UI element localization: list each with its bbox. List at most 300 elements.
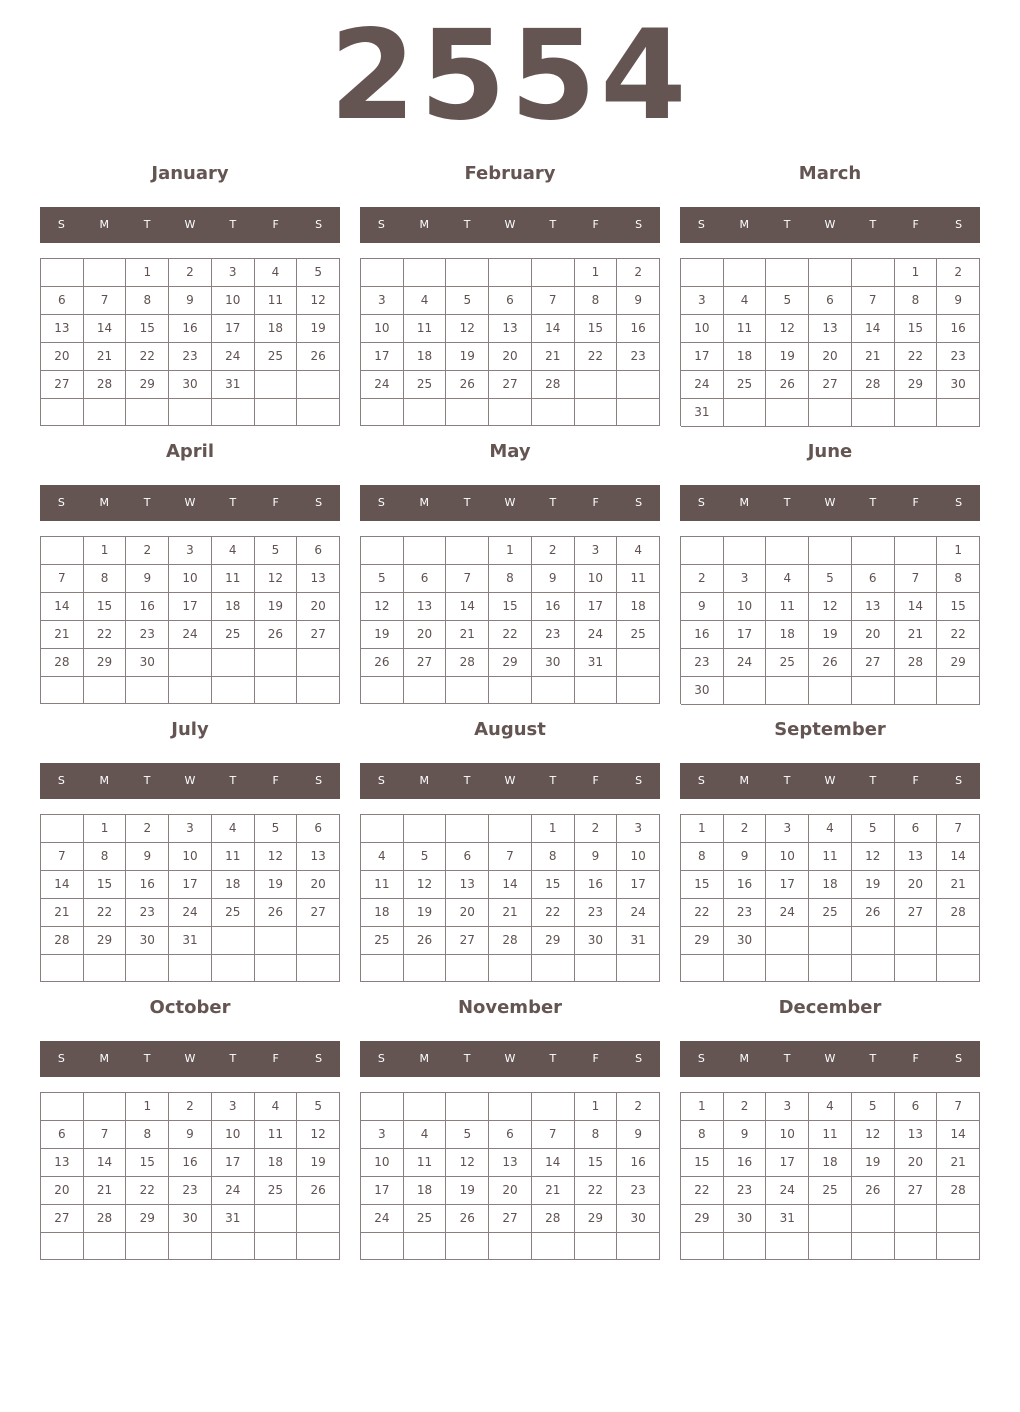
day-cell bbox=[937, 955, 980, 982]
day-cell: 8 bbox=[84, 843, 127, 871]
day-cell: 10 bbox=[617, 843, 660, 871]
weekday-label: F bbox=[912, 774, 919, 787]
weekday-label: T bbox=[549, 774, 557, 787]
weekday-label: S bbox=[377, 774, 385, 787]
day-cell: 5 bbox=[404, 843, 447, 871]
day-cell bbox=[255, 399, 298, 426]
weekday-header bbox=[40, 485, 340, 521]
day-cell bbox=[361, 399, 404, 426]
day-cell: 20 bbox=[404, 621, 447, 649]
day-cell: 9 bbox=[681, 593, 724, 621]
day-cell: 18 bbox=[361, 899, 404, 927]
month-june bbox=[680, 438, 980, 716]
day-cell: 8 bbox=[895, 287, 938, 315]
weekday-header bbox=[360, 485, 660, 521]
day-cell: 31 bbox=[169, 927, 212, 955]
day-cell: 29 bbox=[84, 649, 127, 677]
day-cell bbox=[361, 955, 404, 982]
day-cell: 1 bbox=[681, 815, 724, 843]
day-cell bbox=[84, 399, 127, 426]
weekday-header bbox=[40, 1041, 340, 1077]
day-cell: 15 bbox=[681, 1149, 724, 1177]
day-cell bbox=[84, 259, 127, 287]
day-cell: 2 bbox=[681, 565, 724, 593]
day-cell: 20 bbox=[895, 1149, 938, 1177]
day-cell bbox=[404, 1093, 447, 1121]
day-cell: 15 bbox=[937, 593, 980, 621]
day-cell: 24 bbox=[212, 1177, 255, 1205]
weekday-label: W bbox=[184, 496, 196, 509]
day-cell bbox=[937, 677, 980, 705]
day-cell bbox=[446, 259, 489, 287]
day-cell: 24 bbox=[766, 899, 809, 927]
day-cell: 26 bbox=[852, 899, 895, 927]
day-cell: 11 bbox=[404, 1149, 447, 1177]
day-cell bbox=[297, 677, 340, 704]
day-cell: 22 bbox=[895, 343, 938, 371]
day-cell bbox=[404, 1233, 447, 1260]
day-cell: 22 bbox=[681, 1177, 724, 1205]
weekday-label: T bbox=[143, 218, 151, 231]
day-cell: 21 bbox=[532, 1177, 575, 1205]
day-cell: 6 bbox=[852, 565, 895, 593]
day-cell: 28 bbox=[937, 1177, 980, 1205]
month-name: July bbox=[171, 719, 209, 740]
day-cell bbox=[532, 1233, 575, 1260]
day-cell: 11 bbox=[404, 315, 447, 343]
weekday-label: T bbox=[549, 218, 557, 231]
weekday-header bbox=[680, 1041, 980, 1077]
day-cell: 24 bbox=[169, 621, 212, 649]
day-cell: 11 bbox=[809, 843, 852, 871]
day-cell: 29 bbox=[126, 371, 169, 399]
day-cell: 4 bbox=[809, 815, 852, 843]
day-cell: 29 bbox=[937, 649, 980, 677]
day-cell: 18 bbox=[212, 871, 255, 899]
day-cell: 12 bbox=[255, 565, 298, 593]
day-cell: 22 bbox=[489, 621, 532, 649]
day-cell bbox=[297, 955, 340, 982]
day-cell bbox=[532, 399, 575, 426]
day-cell: 3 bbox=[361, 287, 404, 315]
day-cell: 21 bbox=[489, 899, 532, 927]
day-cell: 2 bbox=[575, 815, 618, 843]
day-cell: 15 bbox=[489, 593, 532, 621]
day-cell: 19 bbox=[255, 871, 298, 899]
weekday-label: T bbox=[229, 218, 237, 231]
day-cell: 17 bbox=[361, 343, 404, 371]
weekday-label: S bbox=[635, 496, 643, 509]
day-cell bbox=[446, 815, 489, 843]
day-cell: 24 bbox=[681, 371, 724, 399]
day-cell: 27 bbox=[41, 371, 84, 399]
day-cell bbox=[126, 677, 169, 704]
day-cell: 15 bbox=[575, 315, 618, 343]
day-cell: 8 bbox=[575, 1121, 618, 1149]
day-cell: 7 bbox=[446, 565, 489, 593]
day-cell bbox=[852, 1205, 895, 1233]
day-cell: 29 bbox=[681, 1205, 724, 1233]
day-cell: 27 bbox=[809, 371, 852, 399]
day-cell: 25 bbox=[724, 371, 767, 399]
day-cell: 30 bbox=[617, 1205, 660, 1233]
day-cell: 6 bbox=[41, 1121, 84, 1149]
day-cell bbox=[41, 815, 84, 843]
day-cell bbox=[446, 1093, 489, 1121]
day-cell: 22 bbox=[532, 899, 575, 927]
day-cell bbox=[41, 399, 84, 426]
day-cell: 2 bbox=[126, 537, 169, 565]
day-cell: 8 bbox=[681, 1121, 724, 1149]
day-cell bbox=[895, 955, 938, 982]
weekday-label: S bbox=[635, 1052, 643, 1065]
day-cell: 27 bbox=[895, 899, 938, 927]
day-cell bbox=[532, 677, 575, 704]
day-cell: 23 bbox=[617, 343, 660, 371]
weekday-label: S bbox=[377, 218, 385, 231]
months-grid bbox=[40, 160, 980, 1272]
day-cell bbox=[361, 1233, 404, 1260]
day-cell bbox=[404, 955, 447, 982]
day-cell: 22 bbox=[126, 1177, 169, 1205]
weekday-label: T bbox=[463, 1052, 471, 1065]
day-cell: 6 bbox=[895, 1093, 938, 1121]
day-cell: 29 bbox=[489, 649, 532, 677]
weekday-label: M bbox=[739, 1052, 750, 1065]
day-cell: 28 bbox=[532, 371, 575, 399]
day-cell: 27 bbox=[404, 649, 447, 677]
day-cell: 29 bbox=[895, 371, 938, 399]
day-cell: 18 bbox=[255, 315, 298, 343]
day-cell bbox=[766, 955, 809, 982]
day-cell: 24 bbox=[766, 1177, 809, 1205]
day-cell: 31 bbox=[617, 927, 660, 955]
day-cell bbox=[852, 259, 895, 287]
day-cell: 1 bbox=[937, 537, 980, 565]
day-cell: 4 bbox=[212, 815, 255, 843]
day-cell: 4 bbox=[361, 843, 404, 871]
day-cell: 3 bbox=[575, 537, 618, 565]
day-cell: 4 bbox=[724, 287, 767, 315]
day-cell bbox=[489, 1233, 532, 1260]
day-cell bbox=[724, 1233, 767, 1260]
day-cell bbox=[681, 259, 724, 287]
day-cell bbox=[809, 537, 852, 565]
day-cell bbox=[617, 1233, 660, 1260]
day-cell: 5 bbox=[361, 565, 404, 593]
year-title: 2554 bbox=[329, 4, 691, 148]
day-cell bbox=[895, 537, 938, 565]
day-cell: 6 bbox=[489, 287, 532, 315]
day-cell bbox=[852, 1233, 895, 1260]
day-cell: 9 bbox=[724, 843, 767, 871]
weekday-label: T bbox=[143, 496, 151, 509]
day-cell: 5 bbox=[809, 565, 852, 593]
day-cell: 2 bbox=[169, 1093, 212, 1121]
day-cell: 20 bbox=[297, 593, 340, 621]
day-cell: 29 bbox=[126, 1205, 169, 1233]
day-cell: 31 bbox=[212, 1205, 255, 1233]
day-grid bbox=[40, 1092, 340, 1260]
day-cell: 26 bbox=[255, 621, 298, 649]
day-cell: 16 bbox=[532, 593, 575, 621]
day-cell bbox=[255, 677, 298, 704]
day-cell: 29 bbox=[84, 927, 127, 955]
day-cell: 25 bbox=[809, 1177, 852, 1205]
weekday-label: F bbox=[912, 496, 919, 509]
day-cell: 16 bbox=[126, 871, 169, 899]
day-cell: 18 bbox=[255, 1149, 298, 1177]
day-cell: 12 bbox=[297, 1121, 340, 1149]
day-cell: 16 bbox=[169, 315, 212, 343]
day-cell: 18 bbox=[617, 593, 660, 621]
day-cell: 12 bbox=[809, 593, 852, 621]
day-cell: 30 bbox=[169, 371, 212, 399]
day-cell: 16 bbox=[937, 315, 980, 343]
day-cell bbox=[895, 1205, 938, 1233]
weekday-label: M bbox=[739, 496, 750, 509]
day-cell: 30 bbox=[126, 649, 169, 677]
weekday-label: F bbox=[592, 496, 599, 509]
day-cell: 30 bbox=[575, 927, 618, 955]
weekday-header bbox=[680, 485, 980, 521]
day-cell: 1 bbox=[84, 537, 127, 565]
day-cell: 13 bbox=[446, 871, 489, 899]
weekday-label: S bbox=[635, 218, 643, 231]
weekday-label: W bbox=[184, 218, 196, 231]
weekday-label: S bbox=[315, 496, 323, 509]
day-cell: 5 bbox=[297, 1093, 340, 1121]
day-cell: 19 bbox=[852, 1149, 895, 1177]
day-cell: 27 bbox=[489, 371, 532, 399]
month-january bbox=[40, 160, 340, 438]
month-march bbox=[680, 160, 980, 438]
day-cell: 24 bbox=[212, 343, 255, 371]
day-cell bbox=[169, 649, 212, 677]
day-cell: 7 bbox=[532, 287, 575, 315]
day-cell: 5 bbox=[255, 815, 298, 843]
day-cell bbox=[361, 537, 404, 565]
day-grid bbox=[40, 536, 340, 704]
day-cell bbox=[297, 399, 340, 426]
weekday-label: F bbox=[912, 1052, 919, 1065]
day-cell: 14 bbox=[446, 593, 489, 621]
day-grid bbox=[360, 1092, 660, 1260]
day-cell: 13 bbox=[297, 843, 340, 871]
weekday-label: W bbox=[824, 496, 836, 509]
day-cell: 9 bbox=[575, 843, 618, 871]
day-cell: 13 bbox=[852, 593, 895, 621]
day-cell: 30 bbox=[532, 649, 575, 677]
day-cell: 8 bbox=[532, 843, 575, 871]
day-cell: 10 bbox=[212, 1121, 255, 1149]
weekday-label: W bbox=[504, 774, 516, 787]
day-cell: 14 bbox=[41, 593, 84, 621]
day-cell: 27 bbox=[41, 1205, 84, 1233]
day-cell bbox=[809, 927, 852, 955]
day-cell: 30 bbox=[724, 927, 767, 955]
day-cell bbox=[212, 1233, 255, 1260]
weekday-label: F bbox=[592, 218, 599, 231]
day-cell: 25 bbox=[809, 899, 852, 927]
day-cell bbox=[766, 1233, 809, 1260]
day-cell bbox=[724, 677, 767, 705]
day-cell bbox=[681, 537, 724, 565]
day-cell bbox=[404, 815, 447, 843]
day-cell: 19 bbox=[255, 593, 298, 621]
day-cell: 1 bbox=[489, 537, 532, 565]
day-cell bbox=[212, 955, 255, 982]
day-cell bbox=[255, 955, 298, 982]
weekday-label: T bbox=[549, 1052, 557, 1065]
day-cell: 5 bbox=[766, 287, 809, 315]
day-cell bbox=[169, 677, 212, 704]
day-cell: 14 bbox=[84, 1149, 127, 1177]
day-cell: 3 bbox=[212, 1093, 255, 1121]
day-cell bbox=[404, 677, 447, 704]
day-cell: 31 bbox=[766, 1205, 809, 1233]
weekday-label: F bbox=[272, 218, 279, 231]
day-cell: 6 bbox=[489, 1121, 532, 1149]
weekday-label: T bbox=[869, 496, 877, 509]
day-cell: 5 bbox=[297, 259, 340, 287]
day-cell: 25 bbox=[212, 621, 255, 649]
day-cell: 22 bbox=[575, 343, 618, 371]
day-cell bbox=[895, 927, 938, 955]
weekday-label: W bbox=[824, 218, 836, 231]
day-cell: 6 bbox=[404, 565, 447, 593]
day-cell: 6 bbox=[895, 815, 938, 843]
day-cell: 17 bbox=[169, 871, 212, 899]
day-cell bbox=[895, 677, 938, 705]
month-name: March bbox=[798, 163, 862, 184]
day-cell: 19 bbox=[404, 899, 447, 927]
day-cell: 12 bbox=[766, 315, 809, 343]
day-cell bbox=[41, 537, 84, 565]
day-cell: 28 bbox=[41, 649, 84, 677]
day-cell: 20 bbox=[446, 899, 489, 927]
day-cell bbox=[809, 955, 852, 982]
day-cell: 26 bbox=[446, 371, 489, 399]
day-cell: 27 bbox=[297, 899, 340, 927]
day-grid bbox=[40, 814, 340, 982]
day-cell: 17 bbox=[575, 593, 618, 621]
day-cell: 30 bbox=[169, 1205, 212, 1233]
day-cell: 10 bbox=[575, 565, 618, 593]
day-cell: 8 bbox=[126, 287, 169, 315]
day-cell: 11 bbox=[766, 593, 809, 621]
day-cell: 10 bbox=[169, 843, 212, 871]
day-cell: 3 bbox=[169, 815, 212, 843]
day-grid bbox=[360, 814, 660, 982]
weekday-header bbox=[40, 207, 340, 243]
day-cell: 4 bbox=[255, 1093, 298, 1121]
weekday-label: S bbox=[697, 1052, 705, 1065]
day-cell bbox=[937, 1233, 980, 1260]
day-cell bbox=[297, 371, 340, 399]
day-cell: 8 bbox=[575, 287, 618, 315]
day-cell: 7 bbox=[84, 287, 127, 315]
weekday-label: W bbox=[824, 774, 836, 787]
day-cell: 26 bbox=[446, 1205, 489, 1233]
day-cell bbox=[297, 927, 340, 955]
day-cell: 17 bbox=[212, 1149, 255, 1177]
day-cell: 9 bbox=[617, 1121, 660, 1149]
day-cell bbox=[724, 399, 767, 427]
day-cell bbox=[617, 371, 660, 399]
weekday-label: S bbox=[57, 1052, 65, 1065]
day-cell bbox=[446, 399, 489, 426]
month-december bbox=[680, 994, 980, 1272]
day-cell: 20 bbox=[809, 343, 852, 371]
day-cell bbox=[895, 399, 938, 427]
day-cell: 20 bbox=[297, 871, 340, 899]
day-cell: 26 bbox=[766, 371, 809, 399]
day-cell: 23 bbox=[169, 1177, 212, 1205]
day-cell: 25 bbox=[404, 371, 447, 399]
weekday-header bbox=[680, 763, 980, 799]
day-cell: 11 bbox=[212, 565, 255, 593]
day-cell: 18 bbox=[404, 343, 447, 371]
day-cell: 22 bbox=[126, 343, 169, 371]
day-cell: 17 bbox=[766, 871, 809, 899]
day-cell bbox=[126, 955, 169, 982]
day-cell: 1 bbox=[126, 259, 169, 287]
day-cell bbox=[681, 1233, 724, 1260]
weekday-label: F bbox=[912, 218, 919, 231]
day-cell bbox=[809, 677, 852, 705]
day-cell: 13 bbox=[809, 315, 852, 343]
day-cell bbox=[617, 677, 660, 704]
month-october bbox=[40, 994, 340, 1272]
weekday-label: T bbox=[143, 774, 151, 787]
day-cell: 10 bbox=[361, 1149, 404, 1177]
day-cell bbox=[84, 955, 127, 982]
day-cell: 16 bbox=[575, 871, 618, 899]
month-september bbox=[680, 716, 980, 994]
day-cell bbox=[169, 955, 212, 982]
day-cell: 13 bbox=[895, 843, 938, 871]
day-cell: 2 bbox=[169, 259, 212, 287]
month-name: December bbox=[778, 997, 882, 1018]
day-cell: 26 bbox=[361, 649, 404, 677]
day-grid bbox=[360, 536, 660, 704]
day-cell bbox=[255, 1233, 298, 1260]
day-grid bbox=[360, 258, 660, 426]
day-cell: 28 bbox=[895, 649, 938, 677]
day-cell: 26 bbox=[809, 649, 852, 677]
month-name: October bbox=[149, 997, 231, 1018]
day-cell bbox=[575, 677, 618, 704]
day-cell: 11 bbox=[255, 287, 298, 315]
month-name: June bbox=[807, 441, 853, 462]
day-cell bbox=[532, 955, 575, 982]
day-cell: 21 bbox=[41, 899, 84, 927]
day-cell bbox=[404, 399, 447, 426]
month-november bbox=[360, 994, 660, 1272]
day-cell bbox=[489, 399, 532, 426]
day-grid bbox=[680, 536, 980, 704]
day-cell bbox=[297, 1205, 340, 1233]
day-cell: 22 bbox=[84, 621, 127, 649]
day-cell: 7 bbox=[489, 843, 532, 871]
day-cell bbox=[724, 955, 767, 982]
day-cell: 27 bbox=[852, 649, 895, 677]
day-cell bbox=[255, 371, 298, 399]
day-cell: 23 bbox=[681, 649, 724, 677]
day-cell: 4 bbox=[766, 565, 809, 593]
day-cell bbox=[575, 371, 618, 399]
